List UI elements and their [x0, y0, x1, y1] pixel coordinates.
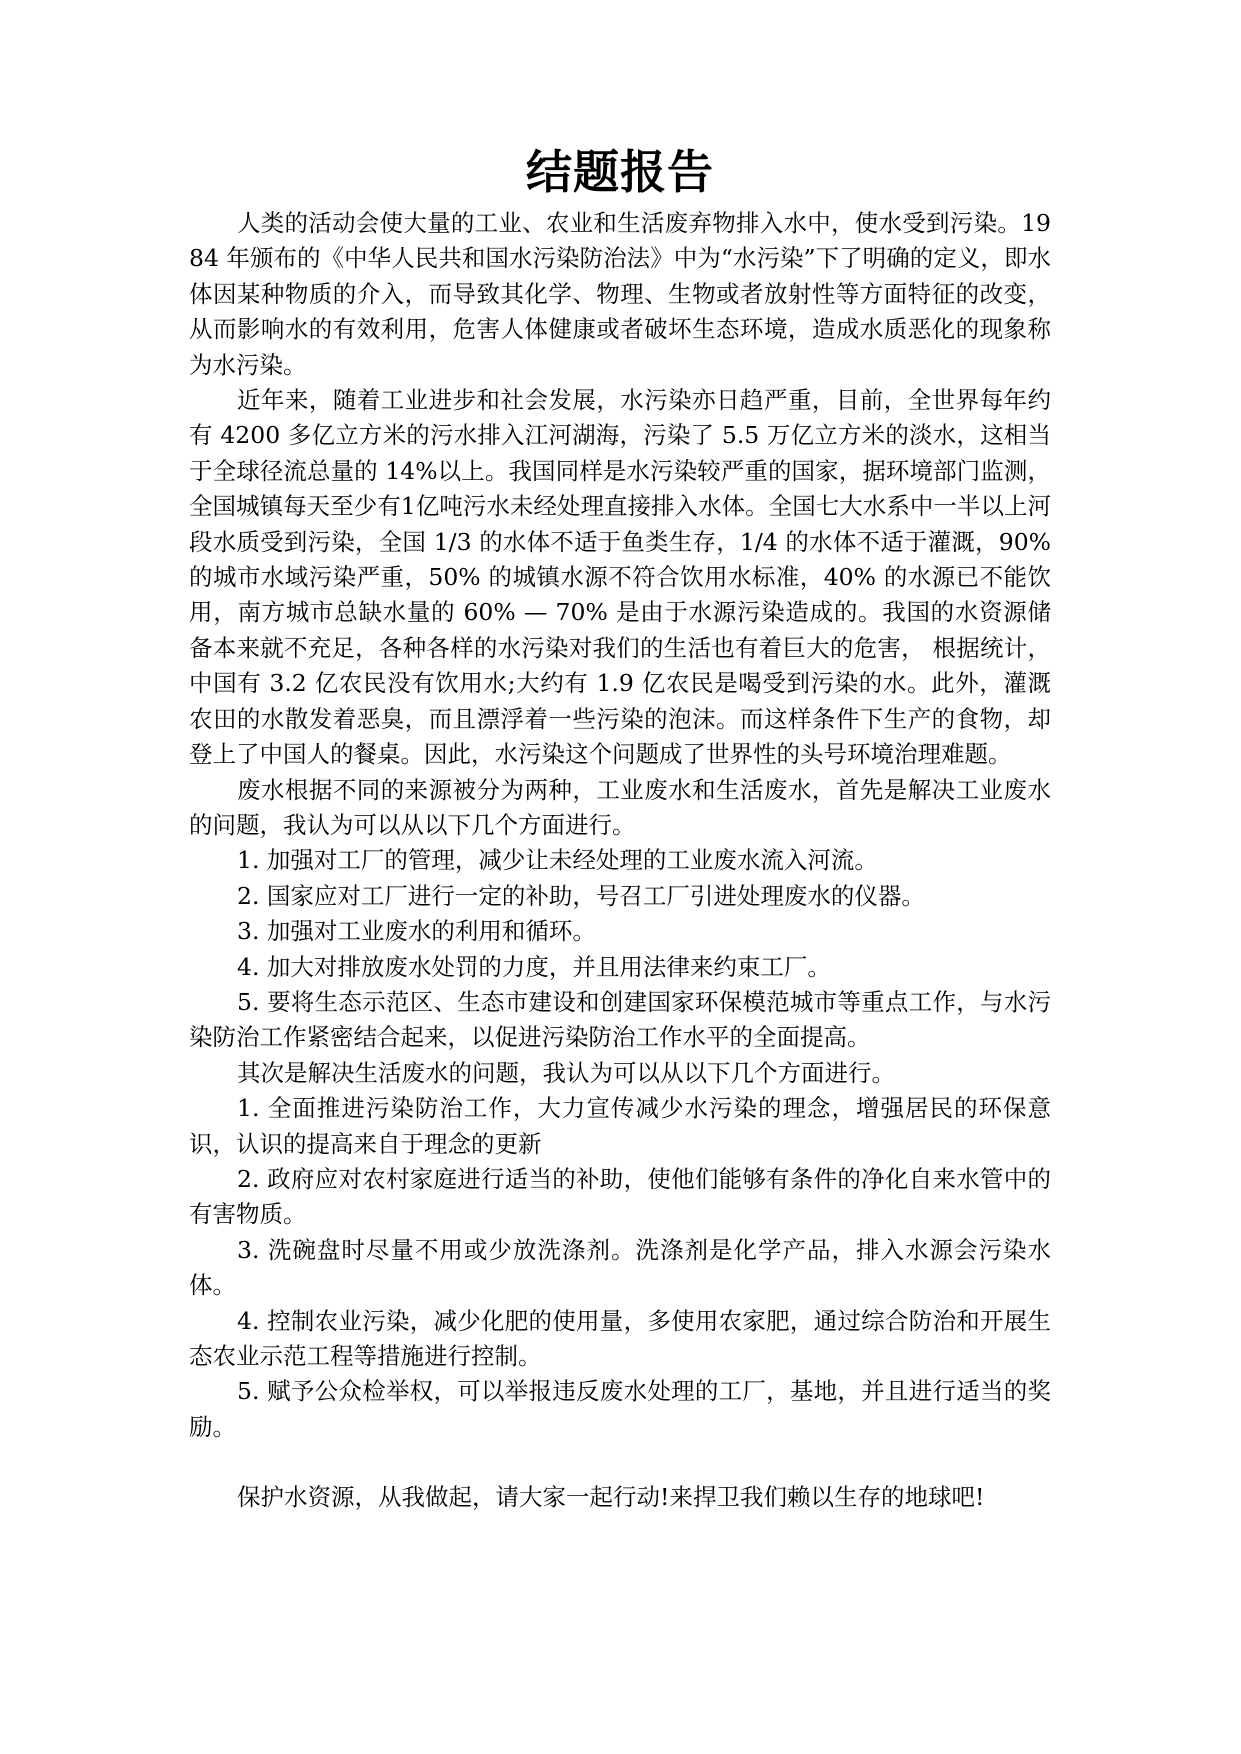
document-page	[189, 140, 1051, 1516]
domestic-measure-5: 5. 赋予公众检举权，可以举报违反废水处理的工厂，基地，并且进行适当的奖励。	[189, 1377, 1051, 1441]
industrial-measure-4: 4. 加大对排放废水处罚的力度，并且用法律来约束工厂。	[237, 952, 831, 981]
domestic-measure-3: 3. 洗碗盘时尽量不用或少放洗涤剂。洗涤剂是化学产品，排入水源会污染水体。	[189, 1235, 1051, 1300]
domestic-measure-2: 2. 政府应对农村家庭进行适当的补助，使他们能够有条件的净化自来水管中的有害物质。	[189, 1164, 1051, 1229]
domestic-measure-1: 1. 全面推进污染防治工作，大力宣传减少水污染的理念，增强居民的环保意识，认识的提高来自于理念的更新	[189, 1094, 1051, 1158]
paragraph-industrial-intro: 废水根据不同的来源被分为两种，工业废水和生活废水，首先是解决工业废水的问题，我认为可以从以下几个方面进行。	[189, 775, 1051, 839]
industrial-measure-2: 2. 国家应对工厂进行一定的补助，号召工厂引进处理废水的仪器。	[237, 881, 925, 910]
industrial-measure-1: 1. 加强对工厂的管理，减少让未经处理的工业废水流入河流。	[237, 846, 878, 875]
paragraph-domestic-intro: 其次是解决生活废水的问题，我认为可以从以下几个方面进行。	[237, 1058, 895, 1087]
closing-statement: 保护水资源，从我做起，请大家一起行动!来捍卫我们赖以生存的地球吧!	[237, 1483, 985, 1512]
industrial-measure-3: 3. 加强对工业废水的利用和循环。	[237, 917, 596, 946]
domestic-measure-4: 4. 控制农业污染，减少化肥的使用量，多使用农家肥，通过综合防治和开展生态农业示范工程等措施进行控制。	[189, 1306, 1051, 1370]
document-title: 结题报告	[526, 145, 714, 199]
industrial-measure-5: 5. 要将生态示范区、生态市建设和创建国家环保模范城市等重点工作，与水污染防治工作紧密结合起来，以促进污染防治工作水平的全面提高。	[189, 987, 1051, 1052]
paragraph-definition: 人类的活动会使大量的工业、农业和生活废弃物排入水中，使水受到污染。1984 年颁布的《中华人民共和国水污染防治法》中为“水污染”下了明确的定义，即水体因某种物质的介入，而导致其化学、物理、生物或者放射性等方面特征的改变，从而影响水的有效利用，危害人体健康或者破坏生态环境，造成水质恶化的现象称为水污染。	[189, 209, 1051, 379]
blank-line	[189, 1445, 1051, 1480]
paragraph-current-situation: 近年来，随着工业进步和社会发展，水污染亦日趋严重，目前，全世界每年约有 4200 多亿立方米的污水排入江河湖海，污染了 5.5 万亿立方米的淡水，这相当于全球径流总量的 14%以上。我国同样是水污染较严重的国家，据环境部门监测，全国城镇每天至少有1亿吨污水未经处理直接排入水体。全国七大水系中一半以上河段水质受到污染，全国 1/3 的水体不适于鱼类生存，1/4 的水体不适于灌溉，90% 的城市水域污染严重，50% 的城镇水源不符合饮用水标准，40% 的水源已不能饮用，南方城市总缺水量的 60% — 70% 是由于水源污染造成的。我国的水资源储备本来就不充足，各种各样的水污染对我们的生活也有着巨大的危害， 根据统计，中国有 3.2 亿农民没有饮用水;大约有 1.9 亿农民是喝受到污染的水。此外，灌溉农田的水散发着恶臭，而且漂浮着一些污染的泡沫。而这样条件下生产的食物，却登上了中国人的餐桌。因此，水污染这个问题成了世界性的头号环境治理难题。	[189, 386, 1051, 769]
